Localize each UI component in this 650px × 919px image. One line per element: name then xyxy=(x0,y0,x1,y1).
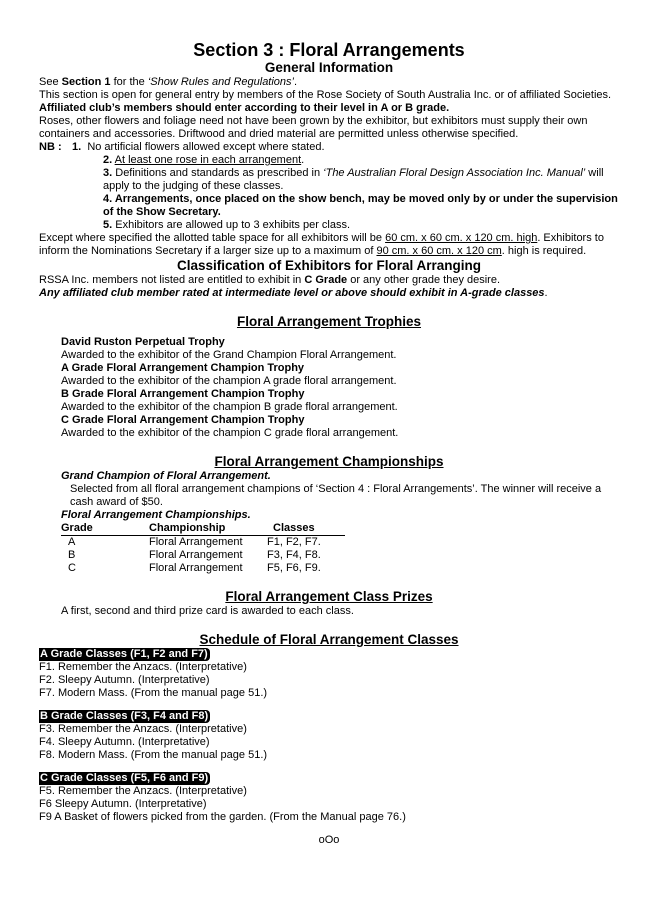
championship-table xyxy=(61,522,345,575)
general-info-heading: General Information xyxy=(264,60,394,75)
footer-mark: oOo xyxy=(318,834,340,846)
nb-1-num: 1. xyxy=(72,141,82,153)
cell-championship: Floral Arrangement xyxy=(149,536,243,548)
grade-band: A Grade Classes (F1, F2 and F7) xyxy=(40,648,208,660)
nb-3-post: will apply to the judging of these classes. xyxy=(103,167,604,192)
trophy-name: B Grade Floral Arrangement Champion Trophy xyxy=(61,388,305,400)
class-item: F1. Remember the Anzacs. (Interpretative) xyxy=(39,661,247,673)
trophy-desc: Awarded to the exhibitor of the champion C grade floral arrangement. xyxy=(61,427,399,439)
space-size-1: 60 cm. x 60 cm. x 120 cm. high xyxy=(385,232,538,244)
see-section: Section 1 xyxy=(61,76,111,88)
prizes-heading: Floral Arrangement Class Prizes xyxy=(225,589,433,604)
schedule-group-c xyxy=(39,772,619,824)
nb-2-text: At least one rose in each arrangement xyxy=(114,154,302,166)
nb-items xyxy=(72,141,619,232)
class-item: F2. Sleepy Autumn. (Interpretative) xyxy=(39,674,210,686)
schedule-group-b xyxy=(39,710,619,762)
cell-classes: F5, F6, F9. xyxy=(267,562,321,574)
cell-grade: A xyxy=(68,536,76,548)
class-item: F5. Remember the Anzacs. (Interpretative) xyxy=(39,785,247,797)
nb-item-4: 4. Arrangements, once placed on the show bench, may be moved only by or under the supervision of the Show Secretary. xyxy=(103,193,618,218)
class-line2-text: Any affiliated club member rated at intermediate level or above should exhibit in A-grade classes xyxy=(39,287,545,299)
roses-text: Roses, other flowers and foliage need not have been grown by the exhibitor, but exhibitors must supply their own containers and accessories. Driftwood and dried material are permitted unless otherwise specified. xyxy=(39,115,588,140)
nb-block xyxy=(39,141,619,232)
document-page xyxy=(39,40,619,847)
see-section-line xyxy=(39,76,619,89)
nb-5-num: 5. xyxy=(103,219,113,231)
class-item: F6 Sleepy Autumn. (Interpretative) xyxy=(39,798,207,810)
nb-3-num: 3. xyxy=(103,167,113,179)
grand-champion-desc: Selected from all floral arrangement champions of ‘Section 4 : Floral Arrangements’. The winner will receive a cash award of $50. xyxy=(70,483,602,508)
table-space-text xyxy=(39,232,619,258)
class-line1-grade: C Grade xyxy=(304,274,348,286)
schedule-heading: Schedule of Floral Arrangement Classes xyxy=(199,632,459,647)
see-rules: ‘Show Rules and Regulations’ xyxy=(147,76,294,88)
space-post: . high is required. xyxy=(501,245,587,257)
trophies-heading: Floral Arrangement Trophies xyxy=(236,314,422,329)
classification-line-1 xyxy=(39,274,619,287)
nb-5-text: Exhibitors are allowed up to 3 exhibits per class. xyxy=(115,219,351,231)
trophy-desc: Awarded to the exhibitor of the champion B grade floral arrangement. xyxy=(61,401,398,413)
class-item: F8. Modern Mass. (From the manual page 51.) xyxy=(39,749,268,761)
trophy-desc: Awarded to the exhibitor of the champion A grade floral arrangement. xyxy=(61,375,397,387)
nb-3-pre: Definitions and standards as prescribed in xyxy=(115,167,324,179)
trophy-name: David Ruston Perpetual Trophy xyxy=(61,336,225,348)
affiliated-text: Affiliated club’s members should enter according to their level in A or B grade. xyxy=(39,102,450,114)
class-item: F3. Remember the Anzacs. (Interpretative) xyxy=(39,723,247,735)
nb-3-manual: ‘The Australian Floral Design Association Inc. Manual’ xyxy=(323,167,586,179)
nb-2-num: 2. xyxy=(103,154,113,166)
col-grade: Grade xyxy=(61,522,125,536)
class-line2-end: . xyxy=(544,287,548,299)
prizes-text: A first, second and third prize card is awarded to each class. xyxy=(61,605,354,617)
see-pre: See xyxy=(39,76,62,88)
page-title: Section 3 : Floral Arrangements xyxy=(193,40,465,60)
trophy-name: C Grade Floral Arrangement Champion Trophy xyxy=(61,414,305,426)
championship-table-title: Floral Arrangement Championships. xyxy=(61,509,251,521)
trophies-list xyxy=(39,336,619,440)
nb-item-2 xyxy=(72,154,619,167)
nb-item-3 xyxy=(72,167,619,193)
class-line1-pre: RSSA Inc. members not listed are entitled to exhibit in xyxy=(39,274,305,286)
class-item: F4. Sleepy Autumn. (Interpretative) xyxy=(39,736,210,748)
trophy-name: A Grade Floral Arrangement Champion Trophy xyxy=(61,362,305,374)
class-item: F9 A Basket of flowers picked from the garden. (From the Manual page 76.) xyxy=(39,811,406,823)
cell-grade: B xyxy=(68,549,76,561)
classification-line-2 xyxy=(39,287,619,300)
grade-band: C Grade Classes (F5, F6 and F9) xyxy=(40,772,209,784)
nb-1-text: No artificial flowers allowed except where stated. xyxy=(87,141,325,153)
table-row xyxy=(61,549,345,562)
col-classes: Classes xyxy=(265,522,345,536)
trophy-desc: Awarded to the exhibitor of the Grand Champion Floral Arrangement. xyxy=(61,349,397,361)
class-line1-post: or any other grade they desire. xyxy=(347,274,501,286)
space-size-2: 90 cm. x 60 cm. x 120 cm xyxy=(376,245,502,257)
cell-classes: F3, F4, F8. xyxy=(267,549,321,561)
grade-band: B Grade Classes (F3, F4 and F8) xyxy=(40,710,209,722)
table-header-row xyxy=(61,522,345,536)
table-row xyxy=(61,536,345,550)
open-entry-text: This section is open for general entry by members of the Rose Society of South Australia Inc. or of affiliated Societies. xyxy=(39,89,612,101)
cell-classes: F1, F2, F7. xyxy=(267,536,321,548)
see-end: . xyxy=(294,76,298,88)
class-item: F7. Modern Mass. (From the manual page 51.) xyxy=(39,687,268,699)
cell-championship: Floral Arrangement xyxy=(149,562,243,574)
nb-item-1 xyxy=(72,141,619,154)
championships-heading: Floral Arrangement Championships xyxy=(214,454,444,469)
cell-grade: C xyxy=(68,562,76,574)
col-championship: Championship xyxy=(125,522,265,536)
grand-champion-title: Grand Champion of Floral Arrangement. xyxy=(61,470,271,482)
nb-2-end: . xyxy=(301,154,305,166)
table-row xyxy=(61,562,345,575)
schedule-group-a xyxy=(39,648,619,700)
nb-item-5 xyxy=(72,219,619,232)
space-pre: Except where specified the allotted table space for all exhibitors will be xyxy=(39,232,386,244)
nb-label: NB : xyxy=(39,141,62,153)
space-mid: . Exhibitors to inform the Nominations Secretary if a larger size up to a maximum of xyxy=(39,232,604,257)
cell-championship: Floral Arrangement xyxy=(149,549,243,561)
classification-heading: Classification of Exhibitors for Floral Arranging xyxy=(176,258,482,273)
see-mid: for the xyxy=(110,76,148,88)
